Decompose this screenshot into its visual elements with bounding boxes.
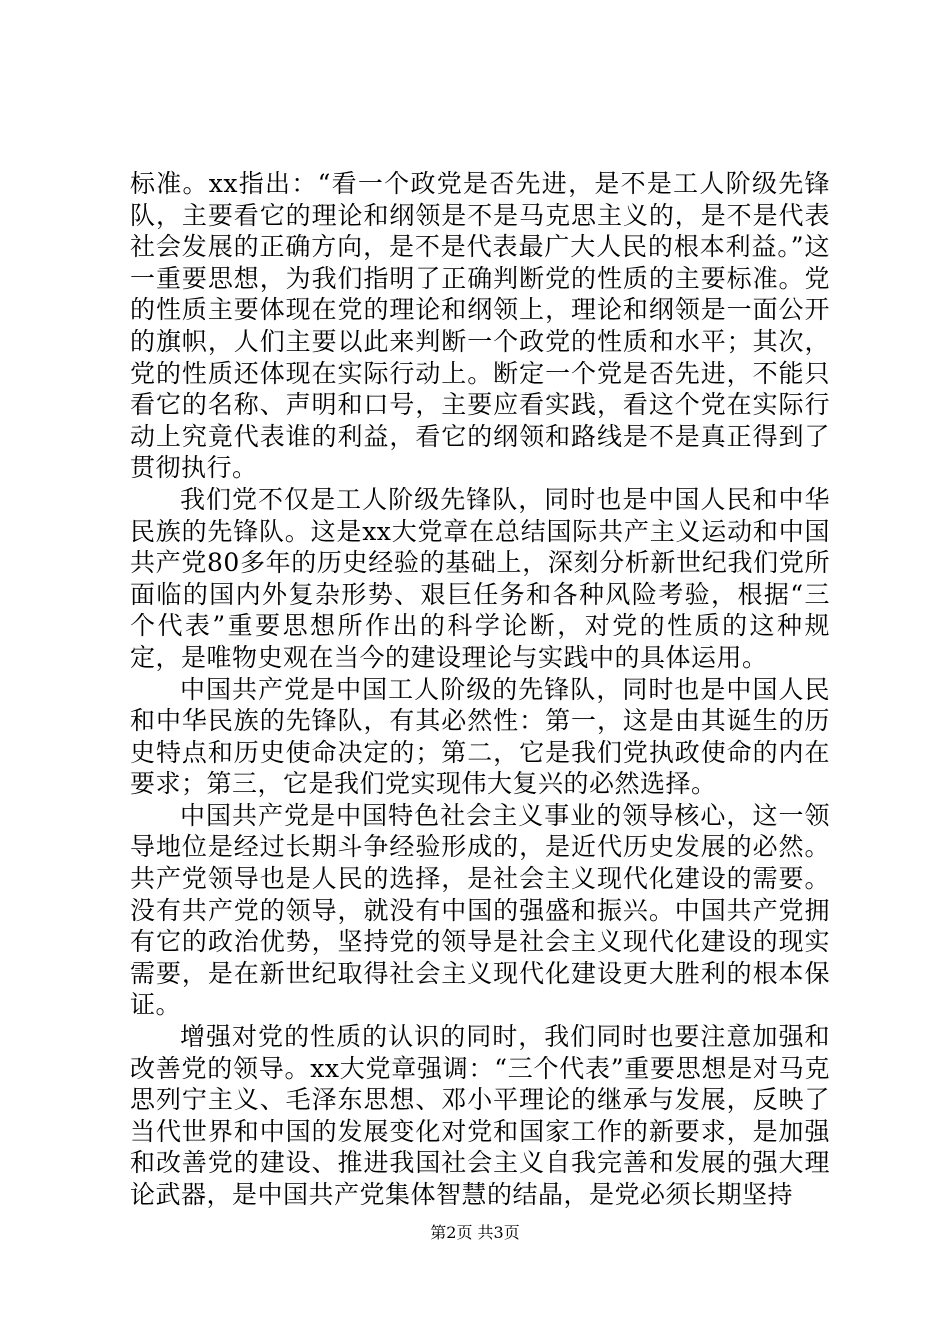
paragraph-4: 中国共产党是中国特色社会主义事业的领导核心，这一领导地位是经过长期斗争经验形成的，是近代历史发展的必然。共产党领导也是人民的选择，是社会主义现代化建设的需要。没有共产党的领导，就没有中国的强盛和振兴。中国共产党拥有它的政治优势，坚持党的领导是社会主义现代化建设的现实需要，是在新世纪取得社会主义现代化建设更大胜利的根本保证。 [130, 800, 830, 1020]
document-body [130, 168, 830, 1211]
paragraph-3: 中国共产党是中国工人阶级的先锋队，同时也是中国人民和中华民族的先锋队，有其必然性：第一，这是由其诞生的历史特点和历史使命决定的；第二，它是我们党执政使命的内在要求；第三，它是我们党实现伟大复兴的必然选择。 [130, 674, 830, 799]
paragraph-2: 我们党不仅是工人阶级先锋队，同时也是中国人民和中华民族的先锋队。这是xx大党章在总结国际共产主义运动和中国共产党80多年的历史经验的基础上，深刻分析新世纪我们党所面临的国内外复杂形势、艰巨任务和各种风险考验，根据“三个代表”重要思想所作出的科学论断，对党的性质的这种规定，是唯物史观在当今的建设理论与实践中的具体运用。 [130, 484, 830, 672]
paragraph-1: 标准。xx指出：“看一个政党是否先进，是不是工人阶级先锋队，主要看它的理论和纲领是不是马克思主义的，是不是代表社会发展的正确方向，是不是代表最广大人民的根本利益。”这一重要思想，为我们指明了正确判断党的性质的主要标准。党的性质主要体现在党的理论和纲领上，理论和纲领是一面公开的旗帜，人们主要以此来判断一个政党的性质和水平；其次，党的性质还体现在实际行动上。断定一个党是否先进，不能只看它的名称、声明和口号，主要应看实践，看这个党在实际行动上究竟代表谁的利益，看它的纲领和路线是不是真正得到了贯彻执行。 [130, 169, 830, 483]
paragraph-5: 增强对党的性质的认识的同时，我们同时也要注意加强和改善党的领导。xx大党章强调：“三个代表”重要思想是对马克思列宁主义、毛泽东思想、邓小平理论的继承与发展，反映了当代世界和中国的发展变化对党和国家工作的新要求，是加强和改善党的建设、推进我国社会主义自我完善和发展的强大理论武器，是中国共产党集体智慧的结晶，是党必须长期坚持 [130, 1022, 830, 1209]
page-number-label: 第2页 共3页 [430, 1223, 520, 1242]
page-footer [0, 1223, 950, 1243]
